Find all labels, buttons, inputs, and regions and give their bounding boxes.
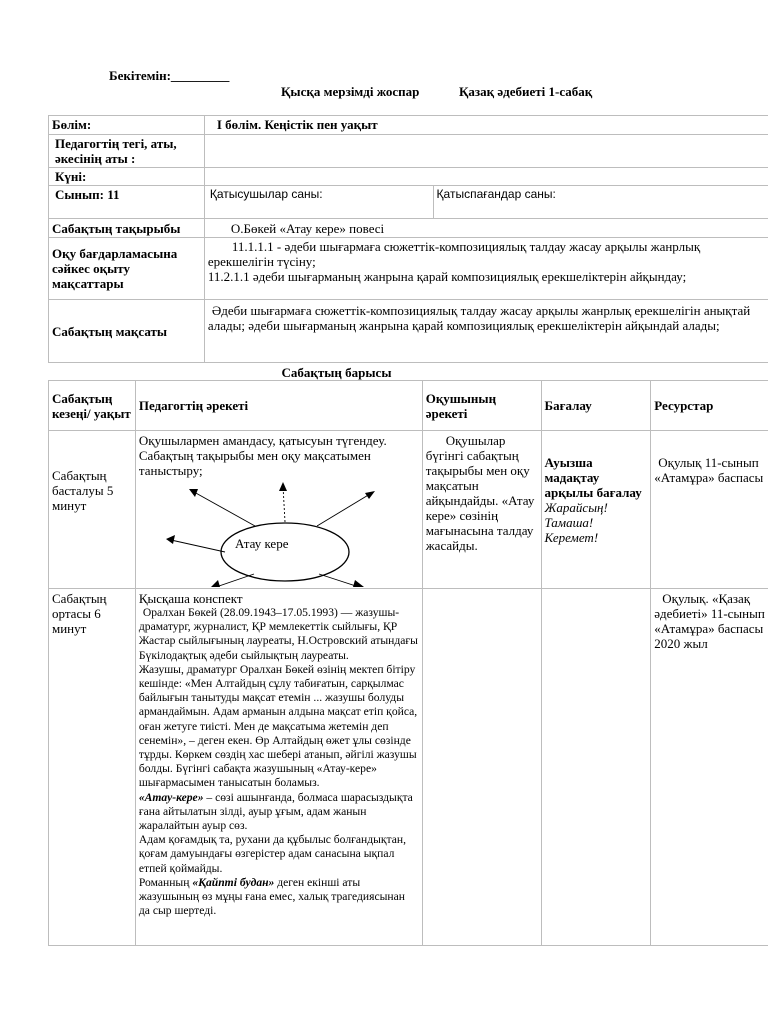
objective-1: 11.1.1.1 - әдеби шығармаға сюжеттік-композициялық талдау жасау арқылы жанрлық ерекшелігін түсіну; (207, 239, 701, 269)
course-table (48, 380, 768, 946)
goal-value: Әдеби шығармаға сюжеттік-композициялық талдау жасау арқылы жанрлық ерекшелігін анықтай алады; әдеби шығарманың жанрына қарай композициялық ерекшеліктерін айқындай алады; (204, 300, 768, 363)
class-label: Сынып: 11 (49, 186, 205, 219)
conspect-p4: Адам қоғамдық та, рухани да құбылыс болғандықтан, қоғам дамуындағы өзгерістер адам санасына ықпал етпей қоймайды. (138, 833, 406, 875)
row2-assessment (541, 589, 651, 946)
row1-resources-text: Оқулық 11-сынып «Атамұра» баспасы (654, 455, 764, 485)
conspect-p3 (139, 791, 419, 834)
conspect-p5 (139, 876, 419, 919)
info-table (48, 115, 768, 363)
conspect-title: Қысқаша конспект (138, 591, 243, 606)
term-qaipti-budan: «Қайпті будан» (192, 875, 275, 889)
term-atau-kere: «Атау-кере» (138, 790, 204, 804)
row1-resources (651, 431, 768, 589)
col-assessment: Бағалау (541, 381, 651, 431)
topic-value: О.Бөкей «Атау кере» повесі (204, 219, 768, 238)
present-label: Қатысушылар саны: (204, 186, 433, 219)
row2-resources (651, 589, 768, 946)
atau-kere-diagram (149, 482, 389, 587)
p5-pre: Романның (138, 875, 193, 889)
p5-rest: деген екінші аты жазушының өз мұңы ғана емес, халық трагедиясынан да сыр шертеді. (138, 875, 405, 918)
row2-student (422, 589, 541, 946)
date-value[interactable] (204, 168, 768, 186)
row1-student (422, 431, 541, 589)
praise-2: Тамаша! (544, 515, 594, 530)
approval-line: Бекітемін:_________ (109, 68, 230, 83)
plan-title: Қысқа мерзімді жоспар (281, 84, 420, 99)
subject-title: Қазақ әдебиеті 1-сабақ (459, 84, 593, 99)
teacher-value[interactable] (204, 135, 768, 168)
absent-label: Қатыспағандар саны: (433, 186, 768, 219)
row2-stage: Сабақтың ортасы 6 минут (49, 589, 136, 946)
col-resources: Ресурстар (651, 381, 768, 431)
objective-2: 11.2.1.1 әдеби шығарманың жанрына қарай композициялық ерекшеліктерін айқындау; (207, 269, 687, 284)
row1-assessment (541, 431, 651, 589)
course-title: Сабақтың барысы (281, 365, 392, 380)
col-student: Оқушының әрекеті (422, 381, 541, 431)
diagram-label: Атау кере (234, 536, 289, 551)
row1-teacher (135, 431, 422, 589)
goal-label: Сабақтың мақсаты (49, 300, 205, 363)
col-stage: Сабақтың кезеңі/ уақыт (49, 381, 136, 431)
praise-3: Керемет! (544, 530, 599, 545)
row1-student-text: Оқушылар бүгінгі сабақтың тақырыбы мен оқу мақсатын айқындайды. «Атау кере» сөзінің мағынасына талдау жасайды. (425, 433, 535, 553)
row2-resources-text: Оқулық. «Қазақ әдебиеті» 11-сынып «Атамұра» баспасы 2020 жыл (654, 591, 765, 651)
conspect-p1: Оралхан Бөкей (28.09.1943–17.05.1993) — жазушы-драматург, журналист, ҚР мемлекеттік сыйлығы, ҚР Жастар сыйлығының лауреаты, Н.Островский атындағы Бүкілодақтық әдеби сыйлықтың лауреаты. (138, 606, 418, 662)
assessment-title: Ауызша мадақтау арқылы бағалау (544, 455, 642, 500)
date-label: Күні: (49, 168, 205, 186)
section-label: Бөлім: (49, 116, 205, 135)
p3-rest: – сөзі ашынғанда, болмаса шарасыздықта ғана айтылатын зілді, ауыр ұғым, адам жанын жаралайтын ауыр сөз. (138, 790, 413, 833)
objectives-label: Оқу бағдарламасына сәйкес оқыту мақсаттары (49, 238, 205, 300)
col-teacher: Педагогтің әрекеті (135, 381, 422, 431)
praise-1: Жарайсың! (544, 500, 608, 515)
objectives-value (204, 238, 768, 300)
row1-teacher-text: Оқушылармен амандасу, қатысуын түгендеу. Сабақтың тақырыбы мен оқу мақсатымен таныстыру; (138, 433, 387, 478)
diagram-ellipse (221, 523, 349, 581)
row2-teacher (135, 589, 422, 946)
teacher-label: Педагогтің тегі, аты, әкесінің аты : (49, 135, 205, 168)
row1-stage: Сабақтың басталуы 5 минут (49, 431, 136, 589)
conspect-p2: Жазушы, драматург Оралхан Бөкей өзінің мектеп бітіру кешінде: «Мен Алтайдың сұлу табиғатын, сарқылмас байлығын танытуды мақсат етемін ... жазушы болуды армандаймын. Адам арманын алдына мақсат етіп қойса, оған жетуге тиісті. Мен де мақсатыма жетемін деп сенемін», – деген екен. Өр Алтайдың өжет ұлы сөзінде тұрды. Көркем сөздің хас шебері атанып, әйгілі жазушы болды. Бүгінгі сабақта жазушының «Атау-кере» шығармасымен танысатын боламыз. (138, 662, 418, 790)
section-value: І бөлім. Кеңістік пен уақыт (204, 116, 768, 135)
topic-label: Сабақтың тақырыбы (49, 219, 205, 238)
